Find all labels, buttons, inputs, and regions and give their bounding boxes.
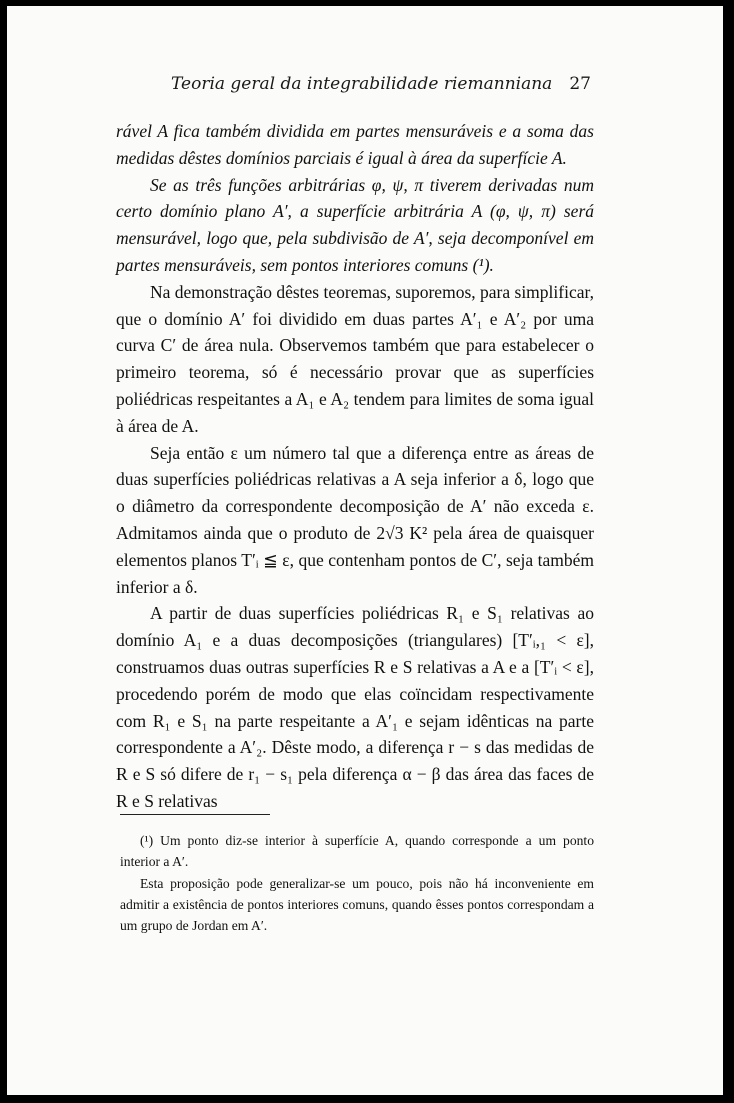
page-number: 27 xyxy=(569,74,591,94)
paragraph-second-theorem: Se as três funções arbitrárias φ, ψ, π tiverem derivadas num certo domínio plano A′, a superfície arbitrária A (φ, ψ, π) será mensurável, logo que, pela subdivisão de A′, seja decomponível em partes mensuráveis, sem pontos interiores comuns (¹). xyxy=(116,174,594,275)
main-text xyxy=(116,118,594,815)
footnotes xyxy=(120,830,594,936)
footnote-1: (¹) Um ponto diz-se interior à superfície A, quando corresponde a um ponto interior a A′. xyxy=(120,833,594,870)
running-title: Teoria geral da integrabilidade riemanniana xyxy=(171,74,553,94)
paragraph-continued-theorem: rável A fica também dividida em partes mensuráveis e a soma das medidas dêstes domínios parciais é igual à área da superfície A. xyxy=(116,121,594,168)
footnote-divider xyxy=(120,814,270,815)
paragraph-polyhedral: A partir de duas superfícies poliédricas R₁ e S₁ relativas ao domínio A₁ e a duas decomposições (triangulares) [T′ᵢ,₁ < ε], construamos duas outras superfícies R e S relativas a A e a [T′ᵢ < ε], procedendo porém de modo que elas coïncidam respectivamente com R₁ e S₁ na parte respeitante a A′₁ e sejam idênticas na parte correspondente a A′₂. Dêste modo, a diferença r − s das medidas de R e S só difere de r₁ − s₁ pela diferença α − β das área das faces de R e S relativas xyxy=(116,603,594,811)
book-page xyxy=(7,6,723,1095)
footnote-1-continued: Esta proposição pode generalizar-se um pouco, pois não há inconveniente em admitir a existência de pontos interiores comuns, quando êsses pontos correspondam a um grupo de Jordan em A′. xyxy=(120,875,594,934)
paragraph-epsilon: Seja então ε um número tal que a diferença entre as áreas de duas superfícies poliédricas relativas a A seja inferior a δ, logo que o diâmetro da correspondente decomposição de A′ não exceda ε. Admitamos ainda que o produto de 2√3 K² pela área de quaisquer elementos planos T′ᵢ ≦ ε, que contenham pontos de C′, seja também inferior a δ. xyxy=(116,442,594,597)
paragraph-demonstration: Na demonstração dêstes teoremas, suporemos, para simplificar, que o domínio A′ foi dividido em duas partes A′₁ e A′₂ por uma curva C′ de área nula. Observemos também que para estabelecer o primeiro teorema, só é necessário provar que as superfícies poliédricas respeitantes a A₁ e A₂ tendem para limites de soma igual à área de A. xyxy=(116,281,594,436)
